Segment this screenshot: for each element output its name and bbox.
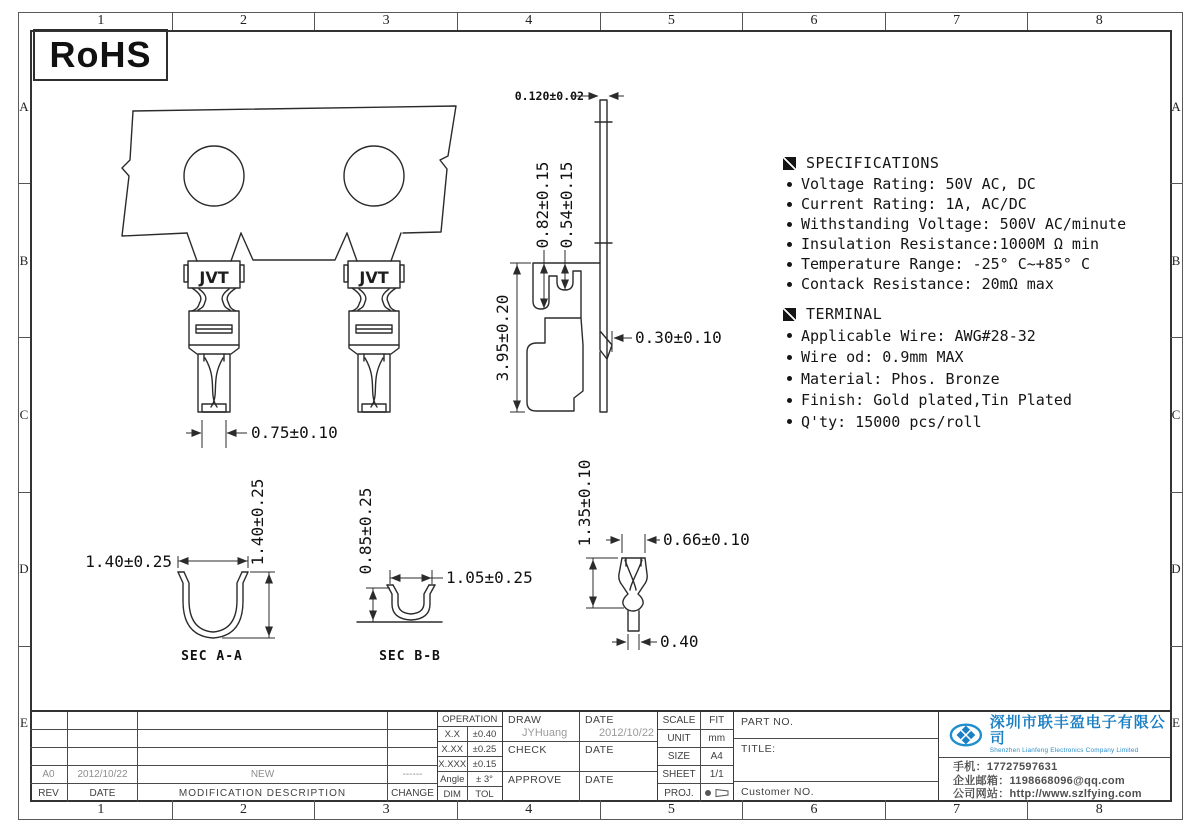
tol-label: X.XXX [438,757,468,772]
size-value: A4 [701,748,733,766]
zone-label: 4 [458,800,601,819]
draw-cell [503,712,580,742]
date-label: DATE [585,714,614,726]
dim-overall-height: 3.95±0.20 [493,294,512,382]
scale-value: FIT [701,712,733,730]
spec-text: Temperature Range: -25° C~+85° C [801,255,1090,273]
tol-value: ±0.25 [468,742,502,757]
terminal-item [783,368,1191,390]
date-label: DATE [585,744,614,756]
spec-text: Current Rating: 1A, AC/DC [801,195,1027,213]
terminal-text: Wire od: 0.9mm MAX [801,348,964,367]
zone-label: 6 [743,800,886,819]
dim-tip-stem: 0.40 [660,632,699,651]
terminal-item [783,390,1191,412]
zone-label: D [18,493,30,647]
rohs-label: RoHS [49,34,152,75]
dim-secbb-height: 0.85±0.25 [356,487,375,575]
tol-value: TOL [475,789,494,800]
tip-detail-view [575,460,750,651]
title-block [30,710,1170,800]
bullet-icon [787,222,792,227]
zone-label: 5 [601,800,744,819]
section-bb-view [356,488,533,664]
zone-label: 3 [315,12,458,30]
rev-date: 2012/10/22 [68,766,138,784]
tol-value: ±0.15 [468,757,502,772]
section-aa-view [85,479,275,664]
terminal-item [783,347,1191,369]
dim-tip-height: 1.35±0.10 [575,459,594,547]
tol-label: X.X [438,727,468,742]
company-name-cn: 深圳市联丰盈电子有限公司 [989,714,1166,747]
spec-item [783,274,1191,294]
date-label: DATE [585,774,614,786]
spec-item [783,254,1191,274]
terminal-title: TERMINAL [806,305,883,323]
terminal-item [783,325,1191,347]
zone-label: 5 [601,12,744,30]
spec-text: Contack Resistance: 20mΩ max [801,275,1054,293]
bullet-icon [787,262,792,267]
tol-value: ± 3° [468,772,502,787]
spec-item [783,174,1191,194]
zone-label: B [1170,184,1182,338]
zone-label: 1 [30,12,173,30]
terminal-stamp: JVT [359,268,389,287]
tol-label: DIM [438,787,468,802]
front-view [122,106,456,448]
unit-label: UNIT [658,730,701,748]
draw-date-cell [580,712,657,742]
zone-label: 1 [30,800,173,819]
company-name-en: Shenzhen Lianfeng Electronics Company Limited [989,747,1139,754]
company-website: 公司网站：http://www.szlfying.com [953,788,1142,800]
bullet-icon [787,282,792,287]
dim-strip-thickness: 0.120±0.02 [514,89,584,103]
zone-label: E [1172,715,1180,731]
terminal-text: Applicable Wire: AWG#28-32 [801,326,1036,345]
check-cell [503,742,580,772]
revision-table [30,712,437,802]
dim-secbb-width: 1.05±0.25 [446,568,533,587]
spec-text: Voltage Rating: 50V AC, DC [801,175,1036,193]
zone-label: 7 [886,800,1029,819]
zone-label: B [18,184,30,338]
spec-item [783,214,1191,234]
title-label: TITLE: [734,739,938,782]
draw-label: DRAW [508,714,542,726]
side-view [493,89,722,412]
draw-value: JYHuang [522,727,568,739]
unit-value: mm [701,730,733,748]
sheet-value: 1/1 [701,766,733,784]
tol-value: ±0.40 [468,727,502,742]
spec-item [783,234,1191,254]
company-header [939,712,1170,758]
projection-symbol-icon [703,788,731,798]
dim-front-tip-width: 0.75±0.10 [251,423,338,442]
tol-label: X.XX [438,742,468,757]
size-label: SIZE [658,748,701,766]
sign-off-table [502,712,657,802]
proj-label: PROJ. [658,784,701,802]
terminal-title-row [783,303,1191,325]
zone-label: C [1170,338,1182,492]
bullet-icon [787,376,792,381]
section-bb-label: SEC B-B [379,649,441,664]
zone-label: 3 [315,800,458,819]
sheet-label: SHEET [658,766,701,784]
approve-label: APPROVE [508,774,562,786]
spec-item [783,194,1191,214]
dim-barb: 0.30±0.10 [635,328,722,347]
zone-label: 7 [886,12,1029,30]
date-header: DATE [68,784,138,802]
zone-label: 2 [173,800,316,819]
zone-label: 8 [1095,13,1103,28]
section-marker-icon [783,157,796,170]
rev-description: NEW [138,766,388,784]
company-email: 企业邮箱：1198668096@qq.com [953,774,1126,787]
rev-value: A0 [30,766,68,784]
dim-secaa-height: 1.40±0.25 [248,478,267,566]
info-table [657,712,733,802]
approve-cell [503,772,580,802]
company-phone: 手机：17727597631 [953,761,1058,773]
zone-label: 2 [173,12,316,30]
spec-text: Insulation Resistance:1000M Ω min [801,235,1100,253]
proj-symbol-cell [701,784,733,802]
dim-secaa-width: 1.40±0.25 [85,552,172,571]
check-date-cell [580,742,657,772]
part-no-label: PART NO. [734,712,938,739]
terminal-text: Q'ty: 15000 pcs/roll [801,412,982,431]
company-contact [939,758,1170,802]
zone-label: A [18,30,30,184]
zone-label: 6 [743,12,886,30]
scale-label: SCALE [658,712,701,730]
zone-label: E [20,715,28,731]
tolerance-table [437,712,502,802]
rev-header: REV [30,784,68,802]
zone-label: 4 [458,12,601,30]
change-header: CHANGE [391,787,434,799]
operation-header: OPERATION [438,712,502,727]
bullet-icon [787,242,792,247]
dim-notch-deep: 0.82±0.15 [533,161,552,249]
spec-text: Withstanding Voltage: 500V AC/minute [801,215,1127,233]
approve-date-cell [580,772,657,802]
customer-no-label: Customer NO. [741,786,815,798]
company-block [938,712,1170,802]
bullet-icon [787,182,792,187]
company-logo-icon [949,721,983,749]
zone-label: C [18,338,30,492]
bullet-icon [787,202,792,207]
terminal-text: Finish: Gold plated,Tin Plated [801,391,1072,410]
date-value: 2012/10/22 [599,727,655,739]
specifications-title-row [783,152,1191,174]
zone-label: 8 [1095,801,1103,817]
tol-label: Angle [438,772,468,787]
bullet-icon [787,355,792,360]
notes-block [783,152,1191,433]
specifications-title: SPECIFICATIONS [806,154,940,172]
rev-change: ------ [388,766,437,784]
section-aa-label: SEC A-A [181,649,243,664]
dim-tip-width: 0.66±0.10 [663,530,750,549]
bullet-icon [787,419,792,424]
zone-label: D [1170,493,1182,647]
terminal-item [783,411,1191,433]
part-info [733,712,938,802]
terminal-text: Material: Phos. Bronze [801,369,1000,388]
zone-label: A [1170,30,1182,184]
section-marker-icon [783,308,796,321]
dim-notch-shallow: 0.54±0.15 [557,161,576,249]
check-label: CHECK [508,744,547,756]
terminal-stamp: JVT [199,268,229,287]
bullet-icon [787,333,792,338]
modification-header: MODIFICATION DESCRIPTION [138,784,388,802]
bullet-icon [787,398,792,403]
